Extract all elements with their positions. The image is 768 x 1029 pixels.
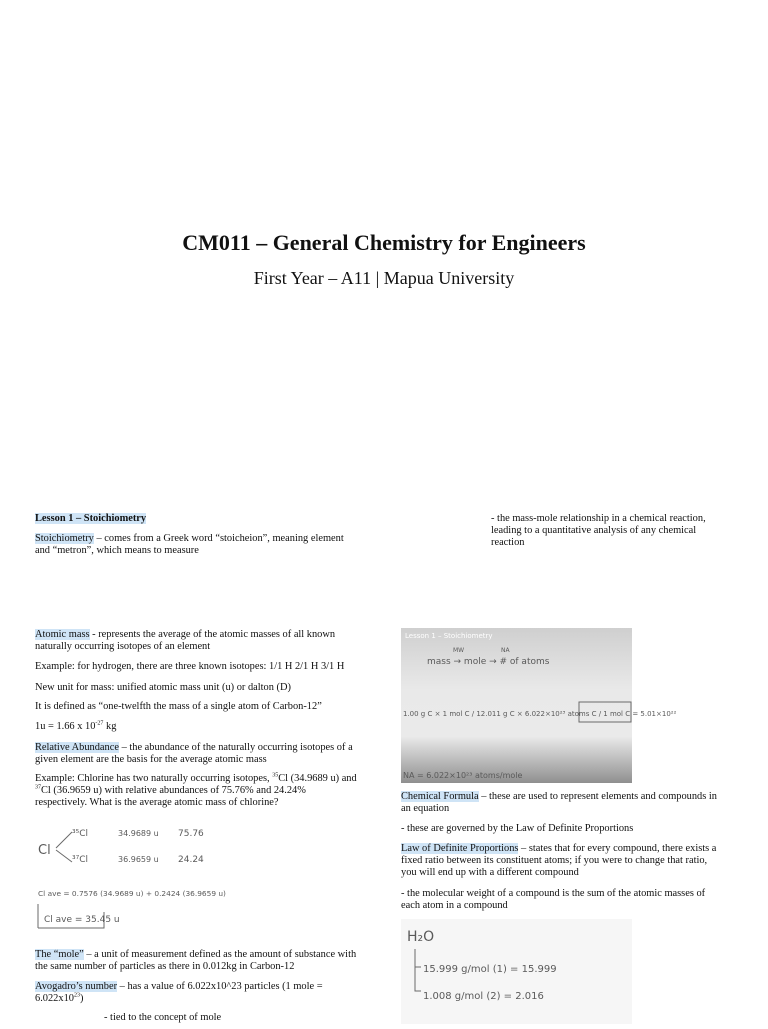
document-title: CM011 – General Chemistry for Engineers bbox=[182, 230, 586, 255]
chemical-formula-note: - these are governed by the Law of Definite Proportions bbox=[401, 823, 634, 834]
one-u-value: 1u = 1.66 x $10^{-27}$ kg bbox=[35, 720, 117, 732]
chlorine-handwriting bbox=[34, 816, 244, 940]
hw-iso2-mass: 36.9659 u bbox=[118, 855, 159, 864]
hw-mass-calc: 1.00 g C × 1 mol C / 12.011 g C × 6.022×10²³ atoms C / 1 mol C = 5.01×10²² bbox=[403, 710, 677, 718]
stoichiometry-note: - the mass-mole relationship in a chemical reaction, leading to a quantitative analysis of any chemical reaction bbox=[491, 513, 706, 548]
hw-cl: Cl bbox=[38, 843, 51, 858]
term-law-definite-proportions: Law of Definite Proportions bbox=[401, 843, 519, 854]
hw-iso1-mass: 34.9689 u bbox=[118, 829, 159, 838]
hw-iso2: ³⁷Cl bbox=[72, 855, 89, 865]
water-handwritten-image bbox=[401, 919, 632, 1024]
hydrogen-example: Example: for hydrogen, there are three known isotopes: 1/1 H 2/1 H 3/1 H bbox=[35, 661, 345, 672]
hw-iso1-pct: 75.76 bbox=[178, 829, 204, 839]
hw-iso2-pct: 24.24 bbox=[178, 855, 204, 865]
lesson-heading: Lesson 1 – Stoichiometry bbox=[35, 513, 147, 524]
molecular-weight-note: - the molecular weight of a compound is the sum of the atomic masses of each atom in a compound bbox=[401, 888, 706, 911]
chlorine-handwritten-image bbox=[34, 816, 244, 940]
hw-na-def: NA = 6.022×10²³ atoms/mole bbox=[403, 771, 523, 780]
mole-note: - tied to the concept of mole bbox=[104, 1012, 222, 1023]
relative-abundance-definition: Relative Abundance – the abundance of the naturally occurring isotopes of a given element are the basis for the average atomic mass bbox=[35, 742, 353, 765]
document-subtitle: First Year – A11 | Mapua University bbox=[253, 268, 515, 288]
term-atomic-mass: Atomic mass bbox=[35, 629, 90, 640]
law-of-definite-proportions: Law of Definite Proportions – states that for every compound, there exists a fixed ratio between its constituent atoms; if you were to change that ratio, you will end up with a different compound bbox=[401, 843, 717, 878]
hw-mass-row: mass → mole → # of atoms bbox=[427, 657, 550, 667]
unit-definition: It is defined as “one-twelfth the mass of a single atom of Carbon-12” bbox=[35, 701, 322, 712]
term-chemical-formula: Chemical Formula bbox=[401, 791, 479, 802]
unit-of-mass: New unit for mass: unified atomic mass unit (u) or dalton (D) bbox=[35, 682, 291, 693]
water-handwriting bbox=[401, 919, 632, 1024]
hw-h2o: H₂O bbox=[407, 929, 435, 945]
chemical-formula-definition: Chemical Formula – these are used to represent elements and compounds in an equation bbox=[401, 791, 717, 814]
term-stoichiometry: Stoichiometry bbox=[35, 533, 94, 544]
hw-h2o-line1: 15.999 g/mol (1) = 15.999 bbox=[423, 964, 557, 975]
term-mole: The “mole” bbox=[35, 949, 84, 960]
video-label: Lesson 1 – Stoichiometry bbox=[405, 632, 493, 640]
term-avogadro: Avogadro’s number bbox=[35, 981, 118, 992]
mole-definition: The “mole” – a unit of measurement defined as the amount of substance with the same number of particles as there in 0.012kg in Carbon-12 bbox=[35, 949, 357, 972]
term-relative-abundance: Relative Abundance bbox=[35, 742, 119, 753]
stoichiometry-definition: Stoichiometry – comes from a Greek word “stoicheion”, meaning element and “metron”, which means to measure bbox=[35, 533, 344, 556]
hw-iso1: ³⁵Cl bbox=[72, 829, 89, 839]
atomic-mass-definition: Atomic mass - represents the average of the atomic masses of all known naturally occurring isotopes of an element bbox=[35, 629, 336, 652]
chlorine-example: Example: Chlorine has two naturally occurring isotopes, $^{35}$Cl (34.9689 u) and $^{37}$Cl (36.9659 u) with relative abundances of 75.76% and 24.24% respectively. What is the average atomic mass of chlorine? bbox=[35, 772, 357, 808]
mass-mole-handwriting bbox=[401, 628, 677, 783]
hw-h2o-line2: 1.008 g/mol (2) = 2.016 bbox=[423, 991, 544, 1002]
mass-mole-video-still bbox=[401, 628, 677, 783]
hw-cl-calc: Cl ave = 0.7576 (34.9689 u) + 0.2424 (36.9659 u) bbox=[38, 889, 226, 898]
hw-mw: MW bbox=[453, 647, 465, 654]
hw-cl-result: Cl ave = 35.45 u bbox=[44, 915, 120, 925]
avogadro-definition: Avogadro’s number – has a value of 6.022x10^23 particles (1 mole = $6.022x10^{23}$) bbox=[35, 981, 323, 1004]
hw-na: NA bbox=[501, 647, 510, 654]
